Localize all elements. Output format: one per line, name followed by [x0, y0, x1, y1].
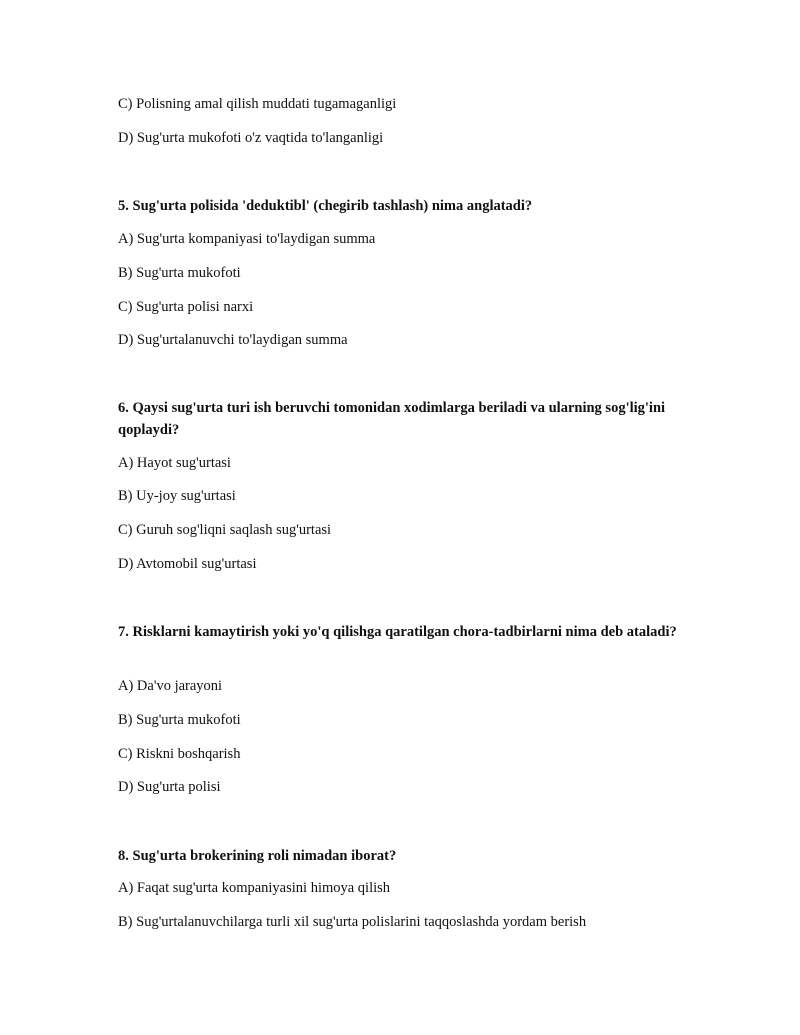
- question-6-option-a: A) Hayot sug'urtasi: [118, 455, 231, 471]
- question-5-option-a: A) Sug'urta kompaniyasi to'laydigan summa: [118, 231, 376, 247]
- question-7-option-d: D) Sug'urta polisi: [118, 779, 221, 795]
- question-6-option-d: D) Avtomobil sug'urtasi: [118, 556, 257, 572]
- question-7-option-b: B) Sug'urta mukofoti: [118, 712, 241, 728]
- question-5-option-b: B) Sug'urta mukofoti: [118, 265, 241, 281]
- question-6-option-b: B) Uy-joy sug'urtasi: [118, 488, 236, 504]
- option-d: D) Sug'urta mukofoti o'z vaqtida to'langanligi: [118, 130, 384, 146]
- question-5-option-d: D) Sug'urtalanuvchi to'laydigan summa: [118, 332, 348, 348]
- question-7-option-c: C) Riskni boshqarish: [118, 746, 241, 762]
- question-5-option-c: C) Sug'urta polisi narxi: [118, 299, 254, 315]
- option-c: C) Polisning amal qilish muddati tugamaganligi: [118, 96, 397, 112]
- question-6-text: 6. Qaysi sug'urta turi ish beruvchi tomonidan xodimlarga beriladi va ularning sog'lig'ini qoplaydi?: [118, 400, 666, 438]
- question-8-text: 8. Sug'urta brokerining roli nimadan iborat?: [118, 848, 397, 864]
- question-8-option-a: A) Faqat sug'urta kompaniyasini himoya qilish: [118, 880, 391, 896]
- question-5-text: 5. Sug'urta polisida 'deduktibl' (chegirib tashlash) nima anglatadi?: [118, 198, 533, 214]
- question-8-option-b: B) Sug'urtalanuvchilarga turli xil sug'urta polislarini taqqoslashda yordam berish: [118, 914, 587, 930]
- question-7-option-a: A) Da'vo jarayoni: [118, 678, 223, 694]
- question-6-option-c: C) Guruh sog'liqni saqlash sug'urtasi: [118, 522, 332, 538]
- question-7-text: 7. Risklarni kamaytirish yoki yo'q qilishga qaratilgan chora-tadbirlarni nima deb ataladi?: [118, 624, 677, 640]
